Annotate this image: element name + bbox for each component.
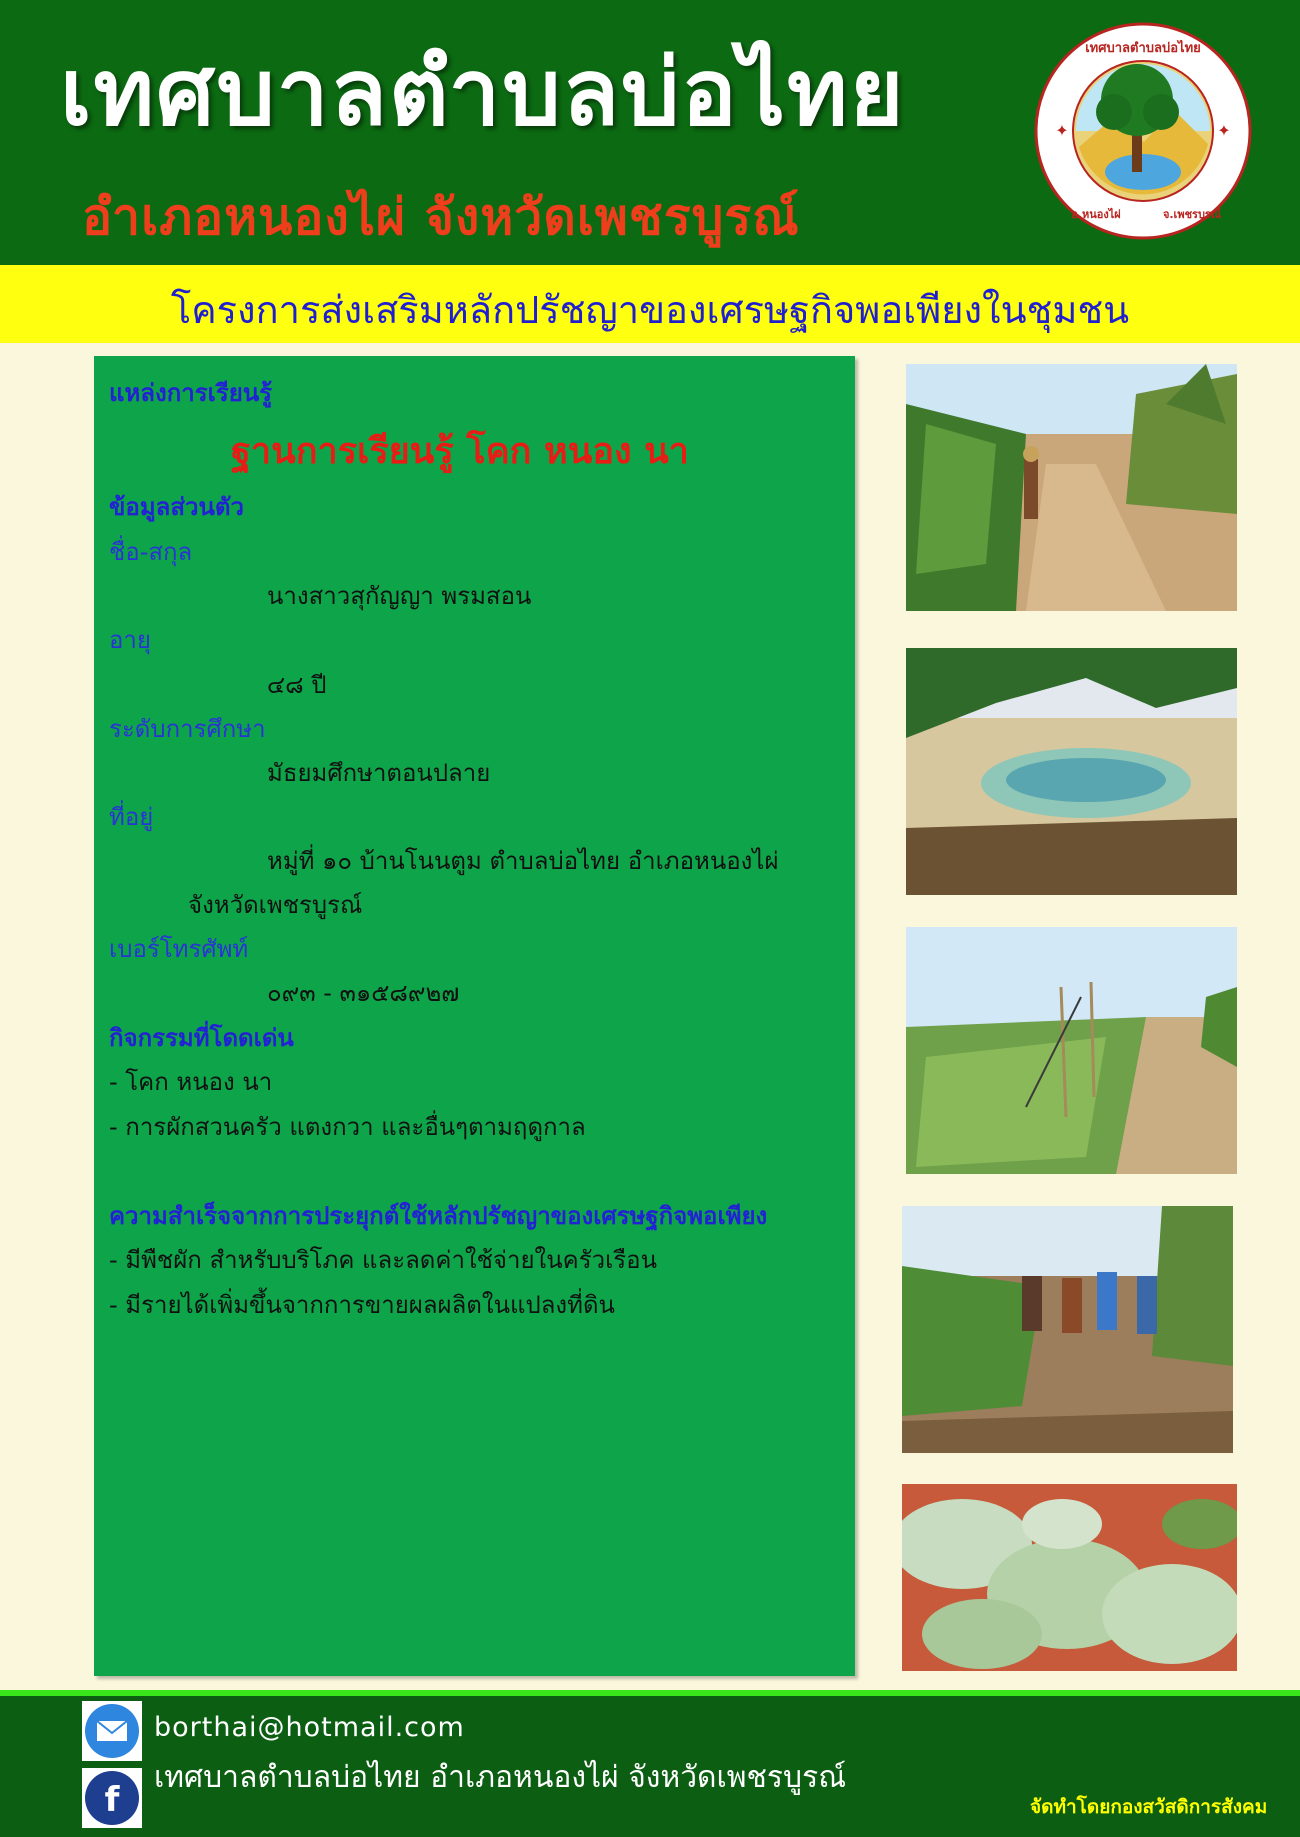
- name-label: ชื่อ-สกุล: [109, 538, 193, 566]
- seal-text-left: อ.หนองไผ่: [1071, 208, 1121, 221]
- activities-heading: กิจกรรมที่โดดเด่น: [109, 1024, 294, 1052]
- seal-text-top: เทศบาลตำบลบ่อไทย: [1085, 41, 1201, 56]
- page-header: [0, 0, 1300, 265]
- learning-source-label: แหล่งการเรียนรู้: [109, 379, 273, 407]
- personal-info-heading: ข้อมูลส่วนตัว: [109, 493, 244, 521]
- info-panel: [94, 356, 855, 1676]
- photo-pond: [906, 648, 1237, 895]
- activity-item: - การผักสวนครัว แตงกวา และอื่นๆตามฤดูกาล: [109, 1113, 586, 1141]
- svg-text:f: f: [104, 1780, 120, 1820]
- page-footer: [0, 1696, 1300, 1837]
- project-title: โครงการส่งเสริมหลักปรัชญาของเศรษฐกิจพอเพียงในชุมชน: [170, 288, 1130, 332]
- age-label: อายุ: [109, 626, 151, 654]
- photo-bagged-cucumbers: [902, 1484, 1237, 1671]
- success-item: - มีรายได้เพิ่มขึ้นจากการขายผลผลิตในแปลงที่ดิน: [109, 1291, 615, 1319]
- seal-text-right: จ.เพชรบูรณ์: [1162, 208, 1222, 221]
- municipality-seal-logo: [1034, 22, 1252, 240]
- age-value: ๔๘ ปี: [267, 671, 327, 699]
- address-line-1: หมู่ที่ ๑๐ บ้านโนนตูม ตำบลบ่อไทย อำเภอหนองไผ่: [267, 847, 779, 875]
- success-item: - มีพืชผัก สำหรับบริโภค และลดค่าใช้จ่ายในครัวเรือน: [109, 1246, 657, 1274]
- photo-farm-path: [906, 364, 1237, 611]
- footer-organization: เทศบาลตำบลบ่อไทย อำเภอหนองไผ่ จังหวัดเพชรบูรณ์: [154, 1760, 847, 1795]
- footer-credit: จัดทำโดยกองสวัสดิการสังคม: [1030, 1796, 1268, 1818]
- phone-label: เบอร์โทรศัพท์: [109, 935, 249, 963]
- photo-cucumber-trellis: [906, 927, 1237, 1174]
- svg-text:✦: ✦: [1055, 121, 1069, 140]
- contact-email[interactable]: borthai@hotmail.com: [154, 1712, 465, 1743]
- photo-visitors-farm: [902, 1206, 1233, 1453]
- address-label: ที่อยู่: [109, 803, 154, 831]
- education-value: มัธยมศึกษาตอนปลาย: [267, 759, 491, 787]
- phone-value: ๐๙๓ - ๓๑๕๘๙๒๗: [267, 979, 460, 1007]
- facebook-icon[interactable]: [82, 1768, 142, 1828]
- name-value: นางสาวสุกัญญา พรมสอน: [267, 582, 532, 610]
- education-label: ระดับการศึกษา: [109, 715, 266, 743]
- address-line-2: จังหวัดเพชรบูรณ์: [188, 891, 363, 919]
- activity-item: - โคก หนอง นา: [109, 1068, 273, 1096]
- project-banner: [0, 265, 1300, 343]
- email-icon[interactable]: [82, 1701, 142, 1761]
- success-heading: ความสำเร็จจากการประยุกต์ใช้หลักปรัชญาของเศรษฐกิจพอเพียง: [109, 1202, 768, 1230]
- municipality-title: เทศบาลตำบลบ่อไทย: [60, 39, 906, 146]
- svg-text:✦: ✦: [1217, 121, 1231, 140]
- learning-center-title: ฐานการเรียนรู้ โคก หนอง นา: [231, 431, 689, 472]
- district-subtitle: อำเภอหนองไผ่ จังหวัดเพชรบูรณ์: [82, 188, 800, 246]
